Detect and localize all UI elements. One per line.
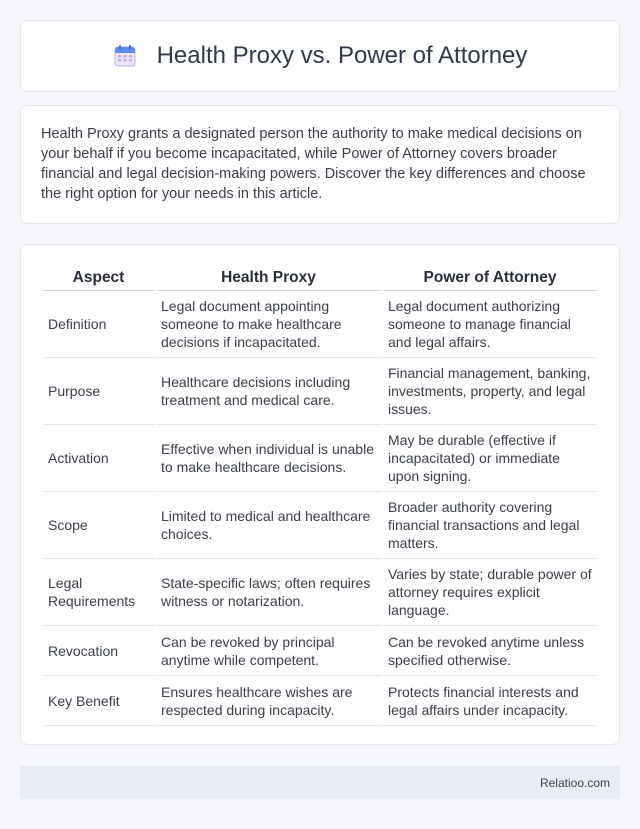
health-proxy-cell: Ensures healthcare wishes are respected during incapacity. <box>156 676 381 726</box>
health-proxy-cell: Healthcare decisions including treatment and medical care. <box>156 358 381 425</box>
power-of-attorney-cell: Financial management, banking, investments, property, and legal issues. <box>383 358 597 425</box>
comparison-table-card <box>20 244 620 745</box>
column-header-power-of-attorney: Power of Attorney <box>383 265 597 291</box>
page-title: Health Proxy vs. Power of Attorney <box>156 42 528 69</box>
footer <box>20 766 620 799</box>
power-of-attorney-cell: Legal document authorizing someone to manage financial and legal affairs. <box>383 291 597 358</box>
health-proxy-cell: State-specific laws; often requires witness or notarization. <box>156 559 381 626</box>
table-header-row <box>43 265 597 291</box>
health-proxy-cell: Legal document appointing someone to make healthcare decisions if incapacitated. <box>156 291 381 358</box>
aspect-cell: Legal Requirements <box>43 559 154 626</box>
aspect-cell: Definition <box>43 291 154 358</box>
column-header-aspect: Aspect <box>43 265 154 291</box>
aspect-cell: Activation <box>43 425 154 492</box>
aspect-cell: Revocation <box>43 626 154 676</box>
power-of-attorney-cell: Varies by state; durable power of attorney requires explicit language. <box>383 559 597 626</box>
header-card <box>20 20 620 92</box>
aspect-cell: Scope <box>43 492 154 559</box>
title-wrap <box>113 42 528 70</box>
calendar-icon <box>113 44 137 68</box>
intro-text: Health Proxy grants a designated person the authority to make medical decisions on your behalf if you become incapacitated, while Power of Attorney covers broader financial and legal decision-making powers. Discover the key differences and choose the right option for your needs in this article. <box>41 126 586 202</box>
table-row <box>43 425 597 492</box>
power-of-attorney-cell: Broader authority covering financial transactions and legal matters. <box>383 492 597 559</box>
power-of-attorney-cell: May be durable (effective if incapacitated) or immediate upon signing. <box>383 425 597 492</box>
intro-card <box>20 105 620 224</box>
table-row <box>43 676 597 726</box>
table-row <box>43 559 597 626</box>
table-row <box>43 358 597 425</box>
comparison-table <box>41 265 599 726</box>
table-row <box>43 291 597 358</box>
footer-brand[interactable]: Relatioo.com <box>539 775 610 790</box>
power-of-attorney-cell: Protects financial interests and legal affairs under incapacity. <box>383 676 597 726</box>
health-proxy-cell: Can be revoked by principal anytime while competent. <box>156 626 381 676</box>
table-row <box>43 626 597 676</box>
health-proxy-cell: Effective when individual is unable to make healthcare decisions. <box>156 425 381 492</box>
column-header-health-proxy: Health Proxy <box>156 265 381 291</box>
health-proxy-cell: Limited to medical and healthcare choices. <box>156 492 381 559</box>
aspect-cell: Key Benefit <box>43 676 154 726</box>
aspect-cell: Purpose <box>43 358 154 425</box>
power-of-attorney-cell: Can be revoked anytime unless specified otherwise. <box>383 626 597 676</box>
table-row <box>43 492 597 559</box>
